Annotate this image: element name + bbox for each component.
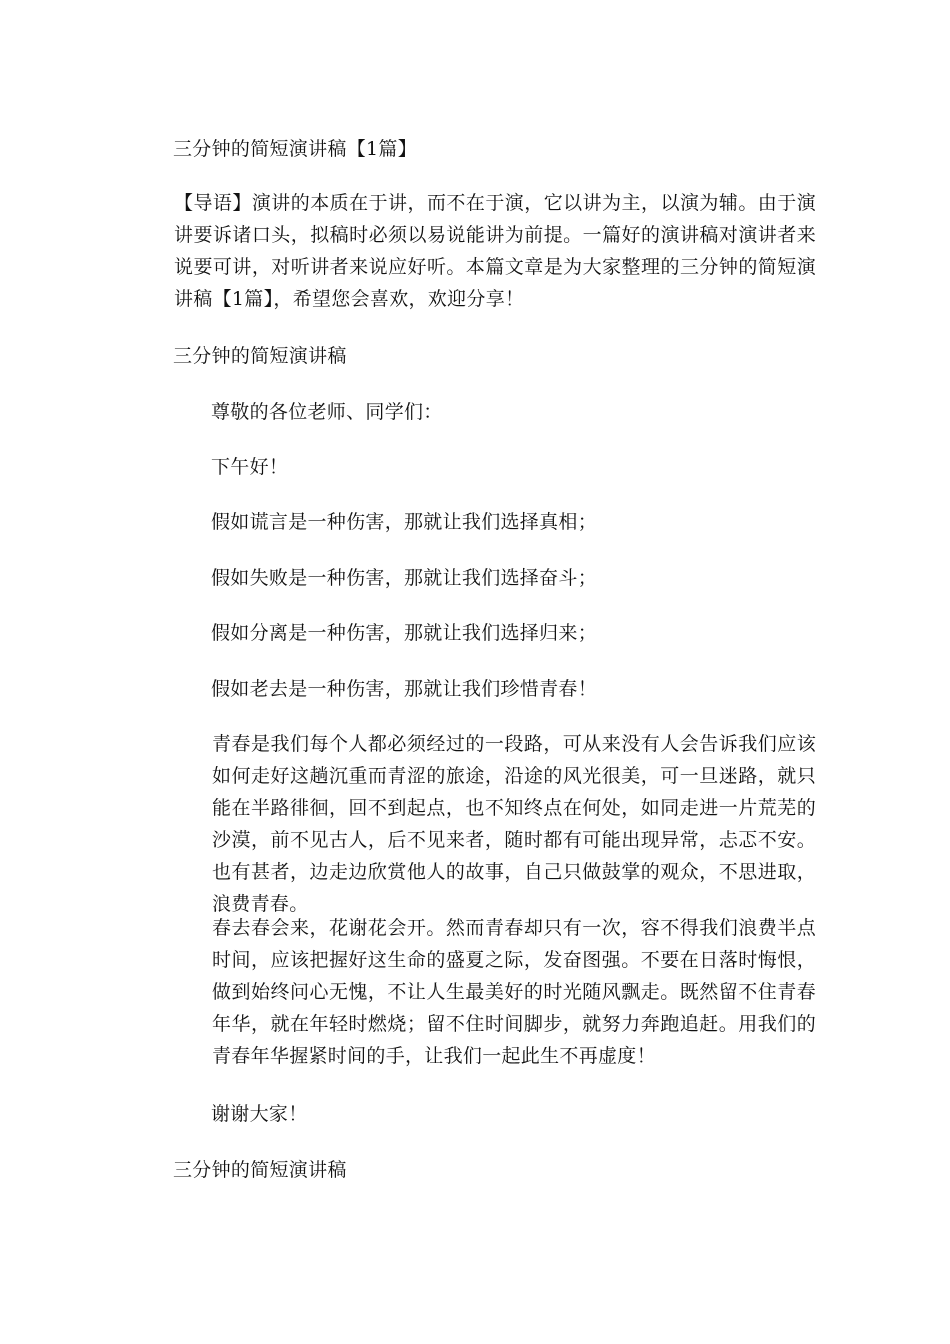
verse-line: 假如失败是一种伤害，那就让我们选择奋斗；	[211, 567, 598, 589]
closing-line: 谢谢大家！	[211, 1103, 308, 1125]
intro-text: 【导语】演讲的本质在于讲，而不在于演，它以讲为主，以演为辅。由于演讲要诉诸口头，拟稿时必须以易说能讲为前提。一篇好的演讲稿对演讲者来说要可讲，对听讲者来说应好听。本篇文章是为大家整理的三分钟的简短演讲稿【1篇】，希望您会喜欢，欢迎分享！	[174, 192, 816, 310]
salutation: 尊敬的各位老师、同学们：	[211, 401, 443, 423]
body-paragraph-text: 春去春会来，花谢花会开。然而青春却只有一次，容不得我们浪费半点时间，应该把握好这生命的盛夏之际，发奋图强。不要在日落时悔恨，做到始终问心无愧，不让人生最美好的时光随风飘走。既然留不住青春年华，就在年轻时燃烧；留不住时间脚步，就努力奔跑追赶。用我们的青春年华握紧时间的手，让我们一起此生不再虚度！	[212, 917, 816, 1067]
body-paragraph-1	[136, 728, 816, 920]
body-paragraph-text: 青春是我们每个人都必须经过的一段路，可从来没有人会告诉我们应该如何走好这趟沉重而青涩的旅途，沿途的风光很美，可一旦迷路，就只能在半路徘徊，回不到起点，也不知终点在何处，如同走进一片荒芜的沙漠，前不见古人，后不见来者，随时都有可能出现异常，忐忑不安。也有甚者，边走边欣赏他人的故事，自己只做鼓掌的观众，不思进取，浪费青春。	[212, 733, 816, 915]
intro-paragraph	[136, 187, 816, 315]
verse-line: 假如分离是一种伤害，那就让我们选择归来；	[211, 622, 598, 644]
greeting: 下午好！	[211, 456, 289, 478]
verse-line: 假如谎言是一种伤害，那就让我们选择真相；	[211, 511, 598, 533]
document-title: 三分钟的简短演讲稿【1篇】	[173, 138, 417, 160]
verse-line: 假如老去是一种伤害，那就让我们珍惜青春！	[211, 678, 598, 700]
section-heading: 三分钟的简短演讲稿	[173, 345, 347, 367]
body-paragraph-2	[136, 912, 816, 1072]
footer-heading: 三分钟的简短演讲稿	[173, 1159, 347, 1181]
